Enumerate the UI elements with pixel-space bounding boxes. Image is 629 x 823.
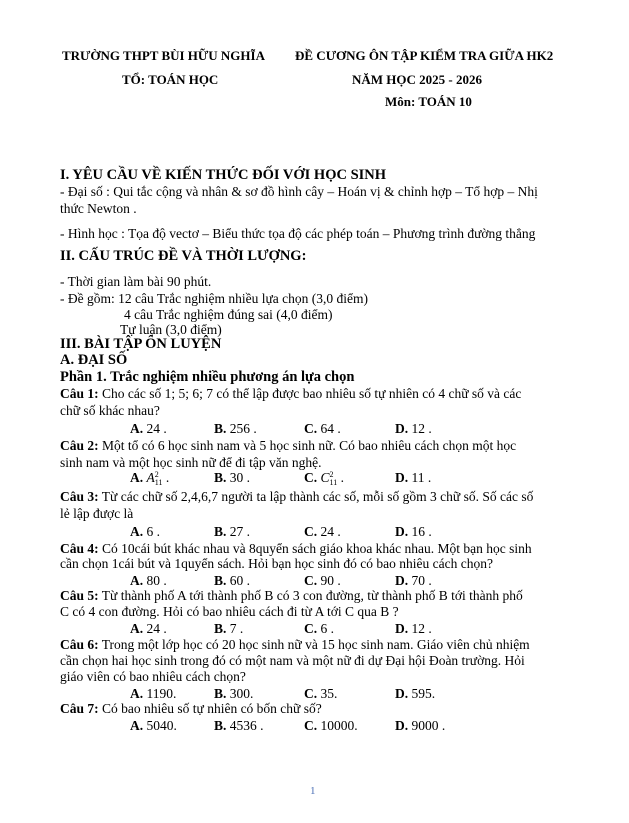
answer-option: C. 35. [304, 686, 338, 701]
answer-option: B. 300. [214, 686, 254, 701]
answer-option: B. 27 . [214, 524, 251, 539]
answer-option: A. 80 . [130, 573, 167, 588]
document-title: ĐỀ CƯƠNG ÔN TẬP KIỂM TRA GIỮA HK2 [295, 48, 554, 63]
answer-option: A. 5040. [130, 718, 177, 733]
section2-heading: II. CẤU TRÚC ĐỀ VÀ THỜI LƯỢNG: [60, 248, 307, 264]
section3-heading: III. BÀI TẬP ÔN LUYỆN [60, 336, 222, 352]
option-a-math: A. A 2 11 . [130, 469, 170, 487]
school-year: NĂM HỌC 2025 - 2026 [352, 72, 482, 87]
answer-option: B. 7 . [214, 621, 244, 636]
answer-option: A. 6 . [130, 524, 160, 539]
section2-line3: Tự luận (3,0 điểm) [120, 322, 222, 337]
answer-option: C. 64 . [304, 421, 341, 436]
question-4: Câu 4: Có 10cái bút khác nhau và 8quyển sách giáo khoa khác nhau. Một bạn học sinh [60, 541, 532, 556]
answer-option: C. 90 . [304, 573, 341, 588]
question-5: Câu 5: Từ thành phố A tới thành phố B có 3 con đường, từ thành phố B tới thành phố [60, 588, 523, 603]
answer-option: C. 24 . [304, 524, 341, 539]
part1-heading: Phần 1. Trắc nghiệm nhiều phương án lựa chọn [60, 369, 355, 385]
school-name: TRƯỜNG THPT BÙI HỮU NGHĨA [62, 48, 265, 63]
section1-algebra-line1: - Đại số : Qui tắc cộng và nhân & sơ đồ hình cây – Hoán vị & chỉnh hợp – Tổ hợp – Nhị [60, 184, 538, 199]
question-label: Câu 1: [60, 386, 99, 401]
answer-option: B. 256 . [214, 421, 257, 436]
answer-option: D. 9000 . [395, 718, 446, 733]
question-1 [60, 386, 521, 402]
question-7: Câu 7: Có bao nhiêu số tự nhiên có bốn chữ số? [60, 701, 322, 716]
question-3: Câu 3: Từ các chữ số 2,4,6,7 người ta lập thành các số, mỗi số gồm 3 chữ số. Số các số [60, 489, 534, 504]
answer-option: C. 6 . [304, 621, 334, 636]
section2-time: - Thời gian làm bài 90 phút. [60, 274, 212, 289]
answer-option: A. 24 . [130, 621, 167, 636]
answer-option: D. 70 . [395, 573, 432, 588]
section1-algebra-line2: thức Newton . [60, 201, 137, 216]
answer-option: A. 24 . [130, 421, 167, 436]
department-name: TỔ: TOÁN HỌC [122, 72, 219, 87]
answer-option: B. 4536 . [214, 718, 264, 733]
question-text: Cho các số 1; 5; 6; 7 có thể lập được bao nhiêu số tự nhiên có 4 chữ số và các [102, 386, 522, 401]
subject-label: Môn: TOÁN 10 [385, 94, 472, 109]
question-2: Câu 2: Một tổ có 6 học sinh nam và 5 học sinh nữ. Có bao nhiêu cách chọn một học [60, 438, 517, 453]
section1-geometry: - Hình học : Tọa độ vectơ – Biểu thức tọa độ các phép toán – Phương trình đường thẳng [60, 226, 536, 241]
section2-line2: 4 câu Trắc nghiệm đúng sai (4,0 điểm) [124, 307, 333, 322]
section1-heading: I. YÊU CẦU VỀ KIẾN THỨC ĐỐI VỚI HỌC SINH [60, 167, 387, 183]
question-3-line2: lẻ lập được là [60, 506, 134, 521]
answer-option: D. 12 . [395, 621, 432, 636]
answer-option: C. 10000. [304, 718, 358, 733]
answer-option: D. 12 . [395, 421, 432, 436]
answer-option: D. 11 . [395, 470, 432, 485]
option-c-math: C. C 2 11 . [304, 469, 344, 487]
question-6-line3: giáo viên có bao nhiêu cách chọn? [60, 669, 246, 684]
question-1-line2: chữ số khác nhau? [60, 403, 160, 418]
answer-option: B. 60 . [214, 573, 251, 588]
question-5-line2: C có 4 con đường. Hỏi có bao nhiêu cách đi từ A tới C qua B ? [60, 604, 399, 619]
question-2-line2: sinh nam và một học sinh nữ để đi tập văn nghệ. [60, 455, 322, 470]
section3-algebra-subheading: A. ĐẠI SỐ [60, 352, 128, 368]
question-6: Câu 6: Trong một lớp học có 20 học sinh nữ và 15 học sinh nam. Giáo viên chủ nhiệm [60, 637, 530, 652]
section2-line1: - Đề gồm: 12 câu Trắc nghiệm nhiều lựa chọn (3,0 điểm) [60, 291, 369, 306]
answer-option: A. 1190. [130, 686, 177, 701]
page-number: 1 [310, 785, 316, 797]
answer-option: D. 595. [395, 686, 436, 701]
answer-option: D. 16 . [395, 524, 432, 539]
question-4-line2: cần chọn 1cái bút và 1quyển sách. Hỏi bạn học sinh đó có bao nhiêu cách chọn? [60, 556, 493, 571]
answer-option: B. 30 . [214, 470, 251, 485]
question-6-line2: cần chọn hai học sinh trong đó có một nam và một nữ đi dự Đại hội Đoàn trường. Hỏi [60, 653, 525, 668]
